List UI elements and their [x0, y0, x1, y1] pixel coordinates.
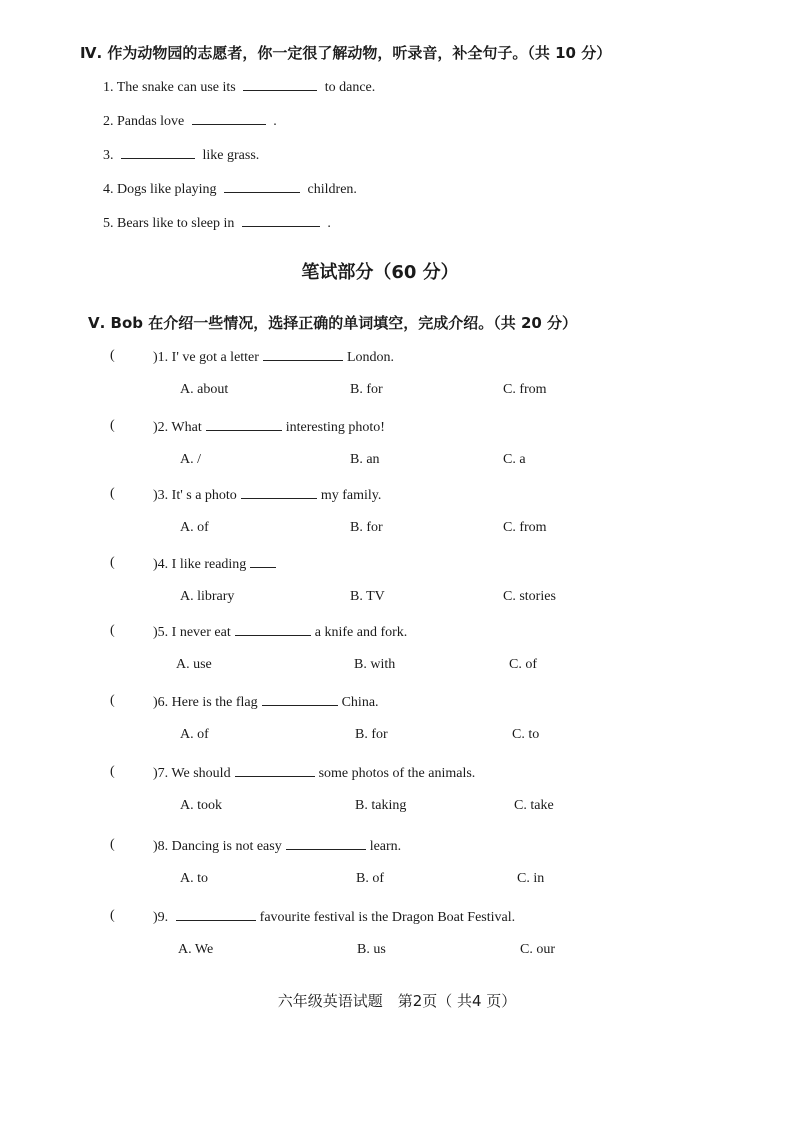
page-footer: 六年级英语试题 第2页（ 共4 页）: [277, 992, 517, 1010]
item-number: 2.: [103, 114, 114, 129]
item-text-before: Dogs like playing: [117, 182, 217, 197]
stem-before: I never eat: [171, 625, 231, 640]
paren-left: (: [110, 693, 115, 708]
stem-after: a knife and fork.: [314, 625, 408, 640]
option-c[interactable]: C. from: [503, 520, 547, 535]
question-stem: [153, 693, 379, 711]
option-b[interactable]: B. taking: [355, 798, 407, 813]
listening-item-1: [103, 78, 375, 96]
paren-left: (: [110, 348, 115, 363]
option-c[interactable]: C. in: [517, 871, 545, 886]
answer-paren[interactable]: [110, 555, 150, 571]
answer-paren[interactable]: [110, 623, 150, 639]
option-c[interactable]: C. a: [503, 452, 526, 467]
answer-blank[interactable]: [176, 908, 256, 921]
paren-left: (: [110, 555, 115, 570]
question-stem: [153, 418, 385, 436]
question-number: )1.: [153, 350, 169, 365]
stem-after: China.: [341, 695, 379, 710]
paren-left: (: [110, 486, 115, 501]
question-2: [110, 418, 630, 478]
answer-blank[interactable]: [250, 555, 276, 568]
option-a[interactable]: A. took: [180, 798, 222, 813]
answer-blank[interactable]: [263, 348, 343, 361]
question-stem: [153, 908, 515, 926]
stem-after: London.: [346, 350, 394, 365]
question-8: [110, 837, 630, 897]
answer-paren[interactable]: [110, 837, 150, 853]
question-5: [110, 623, 630, 683]
item-number: 3.: [103, 148, 114, 163]
answer-blank[interactable]: [121, 146, 195, 159]
option-b[interactable]: B. for: [350, 520, 383, 535]
question-1: [110, 348, 630, 408]
item-text-after: to dance.: [324, 80, 376, 95]
question-stem: [153, 623, 407, 641]
question-number: )6.: [153, 695, 169, 710]
answer-blank[interactable]: [242, 214, 320, 227]
question-number: )9.: [153, 910, 169, 925]
option-a[interactable]: A. We: [178, 942, 214, 957]
question-stem: [153, 764, 475, 782]
item-number: 5.: [103, 216, 114, 231]
answer-blank[interactable]: [241, 486, 317, 499]
question-3: [110, 486, 630, 546]
item-text-before: Pandas love: [117, 114, 185, 129]
answer-paren[interactable]: [110, 908, 150, 924]
option-c[interactable]: C. to: [512, 727, 540, 742]
question-9: [110, 908, 630, 968]
item-text-after: children.: [307, 182, 357, 197]
option-c[interactable]: C. take: [514, 798, 554, 813]
option-a[interactable]: A. to: [180, 871, 208, 886]
question-stem: [153, 348, 394, 366]
paren-left: (: [110, 908, 115, 923]
option-c[interactable]: C. stories: [503, 589, 556, 604]
stem-before: I like reading: [171, 557, 247, 572]
answer-paren[interactable]: [110, 764, 150, 780]
item-text-before: Bears like to sleep in: [117, 216, 235, 231]
listening-item-4: [103, 180, 357, 198]
stem-after: some photos of the animals.: [318, 766, 476, 781]
answer-paren[interactable]: [110, 486, 150, 502]
option-b[interactable]: B. us: [357, 942, 386, 957]
question-number: )5.: [153, 625, 169, 640]
option-b[interactable]: B. for: [355, 727, 388, 742]
option-b[interactable]: B. with: [354, 657, 396, 672]
option-c[interactable]: C. our: [520, 942, 555, 957]
answer-paren[interactable]: [110, 348, 150, 364]
written-part-title: 笔试部分（60 分）: [301, 262, 459, 283]
stem-before: Dancing is not easy: [171, 839, 282, 854]
answer-paren[interactable]: [110, 693, 150, 709]
item-text-after: .: [327, 216, 331, 231]
item-number: 4.: [103, 182, 114, 197]
option-b[interactable]: B. for: [350, 382, 383, 397]
option-a[interactable]: A. of: [180, 520, 209, 535]
listening-item-5: [103, 214, 331, 232]
answer-blank[interactable]: [235, 764, 315, 777]
option-a[interactable]: A. /: [180, 452, 201, 467]
question-number: )8.: [153, 839, 169, 854]
option-b[interactable]: B. TV: [350, 589, 385, 604]
stem-after: learn.: [369, 839, 402, 854]
stem-before: It' s a photo: [171, 488, 237, 503]
answer-blank[interactable]: [235, 623, 311, 636]
item-number: 1.: [103, 80, 114, 95]
question-number: )2.: [153, 420, 169, 435]
answer-blank[interactable]: [262, 693, 338, 706]
question-stem: [153, 837, 401, 855]
item-text-before: The snake can use its: [116, 80, 236, 95]
paren-left: (: [110, 418, 115, 433]
question-stem: [153, 555, 280, 573]
answer-blank[interactable]: [206, 418, 282, 431]
stem-after: favourite festival is the Dragon Boat Festival.: [259, 910, 516, 925]
answer-paren[interactable]: [110, 418, 150, 434]
answer-blank[interactable]: [224, 180, 300, 193]
item-text-after: like grass.: [202, 148, 260, 163]
stem-before: We should: [171, 766, 231, 781]
stem-before: What: [171, 420, 202, 435]
listening-item-3: [103, 146, 259, 164]
stem-before: Here is the flag: [171, 695, 258, 710]
question-stem: [153, 486, 381, 504]
option-a[interactable]: A. of: [180, 727, 209, 742]
option-b[interactable]: B. of: [356, 871, 384, 886]
option-c[interactable]: C. of: [509, 657, 537, 672]
paren-left: (: [110, 623, 115, 638]
question-number: )7.: [153, 766, 169, 781]
section-5-title: Ⅴ. Bob 在介绍一些情况，选择正确的单词填空，完成介绍。（共 20 分）: [88, 314, 578, 332]
option-a[interactable]: A. use: [176, 657, 212, 672]
stem-after: interesting photo!: [285, 420, 385, 435]
stem-before: I' ve got a letter: [171, 350, 259, 365]
question-7: [110, 764, 630, 824]
question-6: [110, 693, 630, 753]
question-4: [110, 555, 630, 615]
item-text-after: .: [273, 114, 277, 129]
option-a[interactable]: A. library: [180, 589, 235, 604]
answer-blank[interactable]: [286, 837, 366, 850]
option-c[interactable]: C. from: [503, 382, 547, 397]
paren-left: (: [110, 837, 115, 852]
section-4-title: Ⅳ. 作为动物园的志愿者，你一定很了解动物，听录音，补全句子。（共 10 分）: [80, 44, 612, 62]
listening-item-2: [103, 112, 277, 130]
answer-blank[interactable]: [192, 112, 266, 125]
paren-left: (: [110, 764, 115, 779]
question-number: )4.: [153, 557, 169, 572]
stem-after: my family.: [320, 488, 382, 503]
option-a[interactable]: A. about: [180, 382, 229, 397]
option-b[interactable]: B. an: [350, 452, 380, 467]
question-number: )3.: [153, 488, 169, 503]
answer-blank[interactable]: [243, 78, 317, 91]
